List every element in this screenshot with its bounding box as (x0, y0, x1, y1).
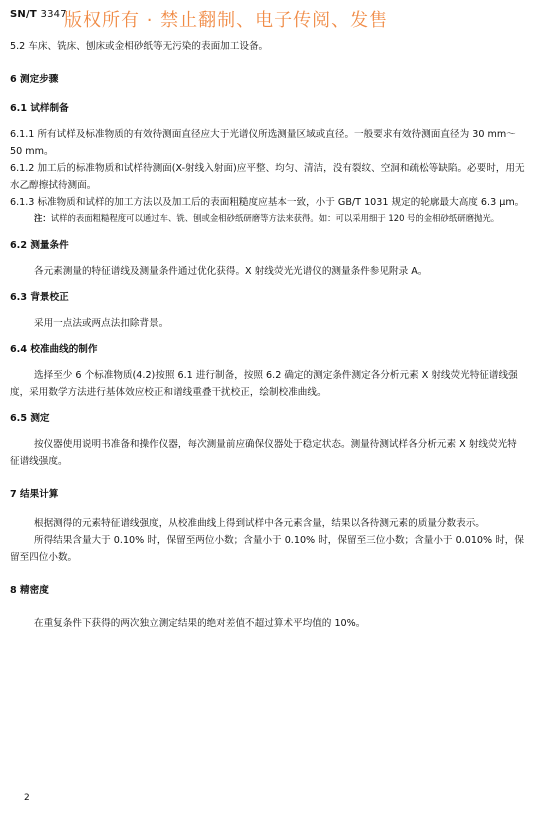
section-7-text-1: 根据测得的元素特征谱线强度，从校准曲线上得到试样中各元素含量，结果以各待测元素的质量分数表示。 (34, 518, 485, 529)
section-6-heading: 6 测定步骤 (10, 74, 59, 85)
note-label: 注： (34, 213, 51, 223)
section-7-text-2: 所得结果含量大于 0.10% 时，保留至两位小数；含量小于 0.10% 时，保留至三位小数；含量小于 0.010% 时，保留至四位小数。 (10, 535, 524, 563)
section-6-1-heading: 6.1 试样制备 (10, 103, 69, 114)
clause-6-1-2: 6.1.2 加工后的标准物质和试样待测面(X-射线入射面)应平整、均匀、清洁，没有裂纹、空洞和疏松等缺陷。必要时，用无水乙醇擦拭待测面。 (10, 163, 525, 191)
section-6-2-text: 各元素测量的特征谱线及测量条件通过优化获得。X 射线荧光光谱仪的测量条件参见附录 A。 (34, 266, 428, 277)
section-8-text: 在重复条件下获得的两次独立测定结果的绝对差值不超过算术平均值的 10%。 (34, 618, 366, 629)
section-6-4-text: 选择至少 6 个标准物质(4.2)按照 6.1 进行制备，按照 6.2 确定的测定条件测定各分析元素 X 射线荧光特征谱线强度，采用数学方法进行基体效应校正和谱线重叠干扰校正，绘制校准曲线。 (10, 370, 518, 398)
section-7-heading: 7 结果计算 (10, 489, 59, 500)
section-6-5-text: 按仪器使用说明书准备和操作仪器，每次测量前应确保仪器处于稳定状态。测量待测试样各分析元素 X 射线荧光特征谱线强度。 (10, 439, 517, 467)
section-8-heading: 8 精密度 (10, 585, 49, 596)
clause-6-1-3: 6.1.3 标准物质和试样的加工方法以及加工后的表面粗糙度应基本一致，小于 GB/T 1031 规定的轮廓最大高度 6.3 μm。 (10, 197, 525, 208)
note-text: 试样的表面粗糙程度可以通过车、铣、刨或金相砂纸研磨等方法来获得。如：可以采用细于 120 号的金相砂纸研磨抛光。 (50, 213, 500, 223)
copyright-watermark: 版权所有 · 禁止翻制、电子传阅、发售 (64, 10, 389, 31)
clause-6-1-1: 6.1.1 所有试样及标准物质的有效待测面直径应大于光谱仪所选测量区域或直径。一般要求有效待测面直径为 30 mm～50 mm。 (10, 129, 516, 157)
section-6-3-heading: 6.3 背景校正 (10, 292, 69, 303)
page-number: 2 (24, 793, 30, 803)
section-6-4-heading: 6.4 校准曲线的制作 (10, 344, 98, 355)
section-6-2-heading: 6.2 测量条件 (10, 240, 69, 251)
section-6-3-text: 采用一点法或两点法扣除背景。 (34, 318, 169, 329)
section-6-5-heading: 6.5 测定 (10, 413, 50, 424)
note (26, 211, 525, 225)
standard-prefix: SN/T (10, 9, 37, 20)
document-body (10, 38, 525, 632)
standard-number: 3347 (40, 9, 67, 20)
standard-code (10, 9, 67, 20)
clause-5-2: 5.2 车床、铣床、刨床或金相砂纸等无污染的表面加工设备。 (10, 41, 269, 52)
